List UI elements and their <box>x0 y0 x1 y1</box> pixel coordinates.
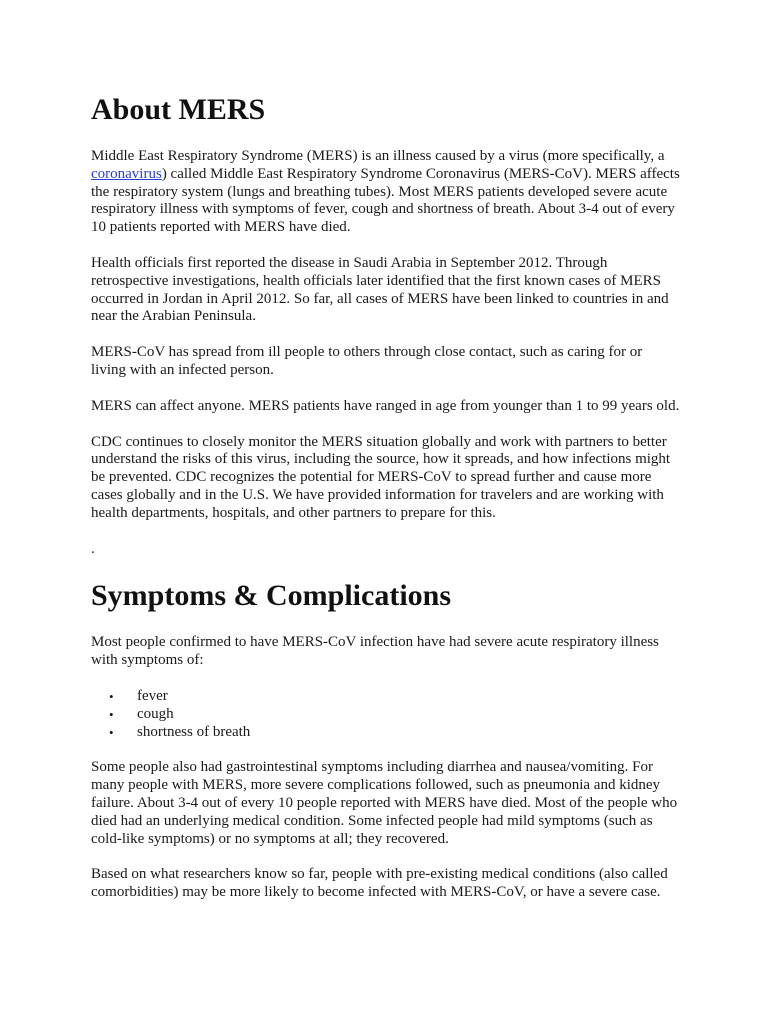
list-item-text: fever <box>137 687 168 704</box>
list-item-text: cough <box>137 705 174 722</box>
list-item <box>109 687 681 706</box>
separator-dot: . <box>91 540 95 557</box>
bullet-icon: • <box>109 724 114 740</box>
list-item-text: shortness of breath <box>137 723 251 740</box>
list-item <box>109 723 681 742</box>
about-p1-text-after-link: ) called Middle East Respiratory Syndrome Coronavirus (MERS-CoV). MERS affects the respiratory system (lungs and breathing tubes). Most MERS patients developed severe acute respiratory illness with symptoms of fever, cough and shortness of breath. About 3-4 out of every 10 patients reported with MERS have died. <box>91 165 680 236</box>
bullet-icon: • <box>109 688 114 704</box>
bullet-icon: • <box>109 706 114 722</box>
about-paragraph-2: Health officials first reported the disease in Saudi Arabia in September 2012. Through retrospective investigations, health officials later identified that the first known cases of MERS occurred in Jordan in April 2012. So far, all cases of MERS have been linked to countries in and near the Arabian Peninsula. <box>91 254 669 325</box>
about-paragraph-4: MERS can affect anyone. MERS patients have ranged in age from younger than 1 to 99 years old. <box>91 397 680 414</box>
coronavirus-link[interactable]: coronavirus <box>91 165 162 182</box>
about-paragraph-3: MERS-CoV has spread from ill people to others through close contact, such as caring for or living with an infected person. <box>91 344 643 378</box>
about-mers-heading: About MERS <box>91 93 266 126</box>
symptoms-heading: Symptoms & Complications <box>91 579 452 613</box>
symptoms-list <box>91 688 681 741</box>
about-paragraph-5: CDC continues to closely monitor the MERS situation globally and work with partners to better understand the risks of this virus, including the source, how it spreads, and how infections might be prevented. CDC recognizes the potential for MERS-CoV to spread further and cause more cases globally and in the U.S. We have provided information for travelers and are working with health departments, hospitals, and other partners to prepare for this. <box>91 433 671 521</box>
about-paragraph-1 <box>91 148 681 237</box>
about-p1-text-before-link: Middle East Respiratory Syndrome (MERS) is an illness caused by a virus (more specifically, a <box>91 148 665 164</box>
document-page <box>91 92 681 902</box>
symptoms-intro: Most people confirmed to have MERS-CoV infection have had severe acute respiratory illness with symptoms of: <box>91 634 659 669</box>
symptoms-paragraph-3: Based on what researchers know so far, people with pre-existing medical conditions (also called comorbidities) may be more likely to become infected with MERS-CoV, or have a severe case. <box>91 866 668 901</box>
symptoms-paragraph-2: Some people also had gastrointestinal symptoms including diarrhea and nausea/vomiting. For many people with MERS, more severe complications followed, such as pneumonia and kidney failure. About 3-4 out of every 10 people reported with MERS have died. Most of the people who died had an underlying medical condition. Some infected people had mild symptoms (such as cold-like symptoms) or no symptoms at all; they recovered. <box>91 759 678 847</box>
list-item <box>109 705 681 724</box>
